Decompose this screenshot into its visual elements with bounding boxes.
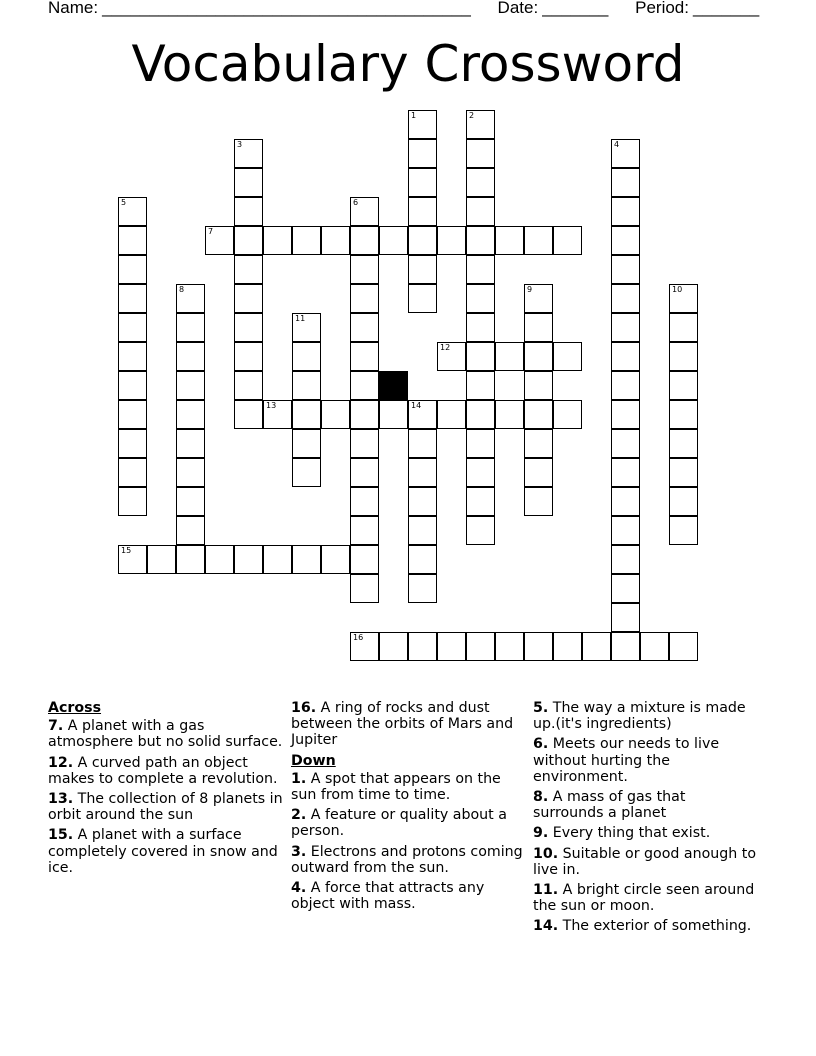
crossword-cell[interactable] [408,516,437,545]
crossword-cell[interactable] [611,632,640,661]
crossword-cell[interactable] [553,226,582,255]
clue-number-3: 3 [237,140,243,149]
crossword-cell[interactable] [321,226,350,255]
crossword-cell[interactable] [176,429,205,458]
black-cell [379,371,408,400]
clue-item [533,789,758,821]
crossword-cell[interactable] [350,284,379,313]
crossword-cell[interactable] [466,342,495,371]
crossword-cell[interactable] [669,458,698,487]
crossword-cell[interactable] [466,255,495,284]
crossword-cell[interactable] [118,342,147,371]
clue-number-7: 7 [208,227,214,236]
crossword-cell[interactable] [292,226,321,255]
crossword-cell[interactable] [176,284,205,313]
date-blank[interactable]: _______ [542,0,609,17]
crossword-cell[interactable] [350,458,379,487]
clue-text: A planet with a gas atmosphere but no solid surface. [48,718,283,751]
clue-number: 1. [291,770,307,787]
crossword-cell[interactable] [350,574,379,603]
crossword-cell[interactable] [669,487,698,516]
clue-number-12: 12 [440,343,451,352]
clue-item [533,918,758,934]
clue-number-8: 8 [179,285,185,294]
crossword-cell[interactable] [437,400,466,429]
crossword-cell[interactable] [408,255,437,284]
crossword-cell[interactable] [611,545,640,574]
crossword-cell[interactable] [466,110,495,139]
crossword-cell[interactable] [466,458,495,487]
crossword-cell[interactable] [408,487,437,516]
crossword-cell[interactable] [205,545,234,574]
crossword-cell[interactable] [292,400,321,429]
crossword-cell[interactable] [234,284,263,313]
clue-number: 8. [533,789,549,806]
crossword-cell[interactable] [466,313,495,342]
crossword-cell[interactable] [379,632,408,661]
clue-text: The exterior of something. [558,918,752,935]
crossword-cell[interactable] [350,545,379,574]
period-blank[interactable]: _______ [692,0,760,17]
crossword-cell[interactable] [611,487,640,516]
crossword-cell[interactable] [611,429,640,458]
crossword-cell[interactable] [350,197,379,226]
crossword-cell[interactable] [263,545,292,574]
crossword-cell[interactable] [408,168,437,197]
clue-number: 14. [533,918,559,935]
crossword-cell[interactable] [350,429,379,458]
crossword-cell[interactable] [408,400,437,429]
crossword-cell[interactable] [350,632,379,661]
period-label: Period: [635,0,689,17]
clue-text: A ring of rocks and dust between the orbits of Mars and Jupiter [291,700,514,749]
crossword-cell[interactable] [176,516,205,545]
crossword-cell[interactable] [669,342,698,371]
crossword-cell[interactable] [524,226,553,255]
clue-number: 9. [533,825,549,842]
crossword-cell[interactable] [176,487,205,516]
across-clue-list [48,718,284,876]
clue-text: Every thing that exist. [548,825,711,842]
crossword-cell[interactable] [118,226,147,255]
crossword-cell[interactable] [524,371,553,400]
crossword-cell[interactable] [292,371,321,400]
crossword-cell[interactable] [176,458,205,487]
crossword-cell[interactable] [611,255,640,284]
crossword-cell[interactable] [437,632,466,661]
crossword-cell[interactable] [292,313,321,342]
across-heading: Across [48,700,102,716]
crossword-cell[interactable] [669,516,698,545]
crossword-cell[interactable] [350,313,379,342]
down-clue-list-continued [533,700,758,935]
crossword-cell[interactable] [466,516,495,545]
crossword-cell[interactable] [611,458,640,487]
crossword-cell[interactable] [292,429,321,458]
crossword-cell[interactable] [466,139,495,168]
clue-number-9: 9 [527,285,533,294]
clue-number-16: 16 [353,633,364,642]
clue-number: 2. [291,807,307,824]
clue-text: Suitable or good anough to live in. [533,845,757,878]
crossword-cell[interactable] [553,342,582,371]
crossword-cell[interactable] [350,516,379,545]
crossword-cell[interactable] [408,574,437,603]
crossword-cell[interactable] [205,226,234,255]
crossword-cell[interactable] [234,139,263,168]
crossword-cell[interactable] [118,458,147,487]
crossword-cell[interactable] [234,342,263,371]
crossword-cell[interactable] [408,139,437,168]
crossword-cell[interactable] [350,255,379,284]
crossword-cell[interactable] [611,226,640,255]
crossword-cell[interactable] [234,313,263,342]
crossword-cell[interactable] [495,342,524,371]
clue-number-1: 1 [411,111,417,120]
crossword-cell[interactable] [234,400,263,429]
crossword-cell[interactable] [524,400,553,429]
name-label: Name: [48,0,99,17]
clue-text: A force that attracts any object with mass. [291,880,485,913]
clue-item [48,791,284,823]
clue-number: 10. [533,845,559,862]
crossword-cell[interactable] [466,168,495,197]
crossword-cell[interactable] [350,487,379,516]
crossword-cell[interactable] [118,545,147,574]
clue-text: A bright circle seen around the sun or moon. [533,882,755,915]
crossword-cell[interactable] [669,400,698,429]
clue-number: 13. [48,791,74,808]
crossword-cell[interactable] [466,371,495,400]
crossword-cell[interactable] [176,342,205,371]
crossword-cell[interactable] [147,545,176,574]
crossword-cell[interactable] [437,342,466,371]
crossword-cell[interactable] [176,545,205,574]
crossword-cell[interactable] [669,284,698,313]
clue-item [48,718,284,750]
crossword-cell[interactable] [524,487,553,516]
crossword-cell[interactable] [408,284,437,313]
clue-number-13: 13 [266,401,277,410]
crossword-cell[interactable] [379,400,408,429]
clue-text: A spot that appears on the sun from time to time. [291,770,501,804]
crossword-cell[interactable] [466,226,495,255]
clue-number-5: 5 [121,198,127,207]
crossword-cell[interactable] [466,197,495,226]
clue-item [291,880,529,912]
crossword-cell[interactable] [321,545,350,574]
clue-number-4: 4 [614,140,620,149]
crossword-cell[interactable] [611,168,640,197]
clue-number-10: 10 [672,285,683,294]
down-clue-list [291,771,529,913]
crossword-cell[interactable] [408,458,437,487]
clue-item [48,827,284,876]
crossword-cell[interactable] [350,400,379,429]
crossword-cell[interactable] [611,284,640,313]
clue-text: Electrons and protons coming outward from the sun. [291,843,523,876]
crossword-cell[interactable] [466,429,495,458]
crossword-cell[interactable] [292,545,321,574]
crossword-cell[interactable] [379,226,408,255]
clue-text: A feature or quality about a person. [291,807,507,840]
clue-number: 5. [533,700,549,716]
clue-text: A curved path an object makes to complete a revolution. [48,754,278,787]
crossword-cell[interactable] [234,255,263,284]
crossword-cell[interactable] [611,342,640,371]
clue-item [291,844,529,876]
down-heading: Down [291,752,336,769]
crossword-cell[interactable] [350,371,379,400]
clue-number-6: 6 [353,198,359,207]
clue-number: 3. [291,843,307,860]
crossword-cell[interactable] [234,197,263,226]
clue-item [291,771,529,803]
crossword-cell[interactable] [118,429,147,458]
clue-number-14: 14 [411,401,422,410]
crossword-cell[interactable] [611,574,640,603]
crossword-cell[interactable] [524,342,553,371]
crossword-cell[interactable] [669,632,698,661]
crossword-cell[interactable] [350,226,379,255]
crossword-cell[interactable] [234,168,263,197]
crossword-cell[interactable] [466,284,495,313]
clue-number-11: 11 [295,314,306,323]
crossword-cell[interactable] [640,632,669,661]
clue-number: 16. [291,700,317,716]
clue-number: 4. [291,880,307,897]
crossword-cell[interactable] [118,400,147,429]
crossword-cell[interactable] [669,313,698,342]
crossword-cell[interactable] [350,342,379,371]
crossword-cell[interactable] [118,487,147,516]
clue-column-1 [48,700,284,880]
name-blank[interactable]: _______________________________________ [102,0,471,17]
crossword-cell[interactable] [176,371,205,400]
clue-column-2 [291,700,529,916]
clue-item [533,846,758,878]
crossword-cell[interactable] [582,632,611,661]
clue-number: 12. [48,754,74,771]
page-title: Vocabulary Crossword [131,35,685,93]
crossword-cell[interactable] [408,110,437,139]
crossword-cell[interactable] [466,487,495,516]
crossword-cell[interactable] [408,429,437,458]
crossword-cell[interactable] [234,371,263,400]
crossword-cell[interactable] [408,226,437,255]
crossword-cell[interactable] [321,400,350,429]
clue-text: Meets our needs to live without hurting the environment. [533,736,720,785]
crossword-cell[interactable] [611,139,640,168]
crossword-cell[interactable] [176,400,205,429]
crossword-cell[interactable] [611,603,640,632]
crossword-cell[interactable] [263,400,292,429]
crossword-cell[interactable] [495,400,524,429]
crossword-cell[interactable] [234,226,263,255]
clue-number: 6. [533,736,549,753]
clue-item [291,700,529,749]
clue-number: 7. [48,718,64,735]
clue-text: A planet with a surface completely covered in snow and ice. [48,827,278,876]
crossword-cell[interactable] [611,371,640,400]
clue-number: 15. [48,827,74,844]
crossword-cell[interactable] [118,255,147,284]
crossword-cell[interactable] [292,458,321,487]
crossword-cell[interactable] [292,342,321,371]
clue-number-2: 2 [469,111,475,120]
crossword-cell[interactable] [553,400,582,429]
crossword-cell[interactable] [466,400,495,429]
crossword-cell[interactable] [524,458,553,487]
crossword-cell[interactable] [118,284,147,313]
clue-column-3 [533,700,758,939]
clue-item [533,882,758,914]
clue-item [533,736,758,785]
clue-item [533,825,758,841]
crossword-cell[interactable] [466,632,495,661]
clue-text: The collection of 8 planets in orbit around the sun [48,791,283,824]
across-clue-list-continued [291,700,529,749]
crossword-cell[interactable] [118,313,147,342]
crossword-cell[interactable] [524,284,553,313]
clue-item [291,807,529,839]
crossword-cell[interactable] [263,226,292,255]
crossword-cell[interactable] [611,400,640,429]
clue-number: 11. [533,882,559,899]
clue-text: A mass of gas that surrounds a planet [533,789,686,822]
crossword-cell[interactable] [118,371,147,400]
crossword-cell[interactable] [524,313,553,342]
crossword-cell[interactable] [611,516,640,545]
crossword-cell[interactable] [611,197,640,226]
date-label: Date: [497,0,539,17]
crossword-cell[interactable] [118,197,147,226]
clue-item [48,755,284,787]
crossword-cell[interactable] [524,632,553,661]
crossword-cell[interactable] [234,545,263,574]
crossword-cell[interactable] [408,632,437,661]
crossword-cell[interactable] [669,429,698,458]
crossword-cell[interactable] [669,371,698,400]
crossword-cell[interactable] [611,313,640,342]
clue-number-15: 15 [121,546,132,555]
clue-item [533,700,758,732]
crossword-cell[interactable] [495,632,524,661]
crossword-cell[interactable] [176,313,205,342]
crossword-cell[interactable] [408,197,437,226]
clue-text: The way a mixture is made up.(it's ingredients) [533,700,746,733]
crossword-cell[interactable] [553,632,582,661]
crossword-cell[interactable] [524,429,553,458]
crossword-cell[interactable] [437,226,466,255]
crossword-cell[interactable] [495,226,524,255]
crossword-cell[interactable] [408,545,437,574]
